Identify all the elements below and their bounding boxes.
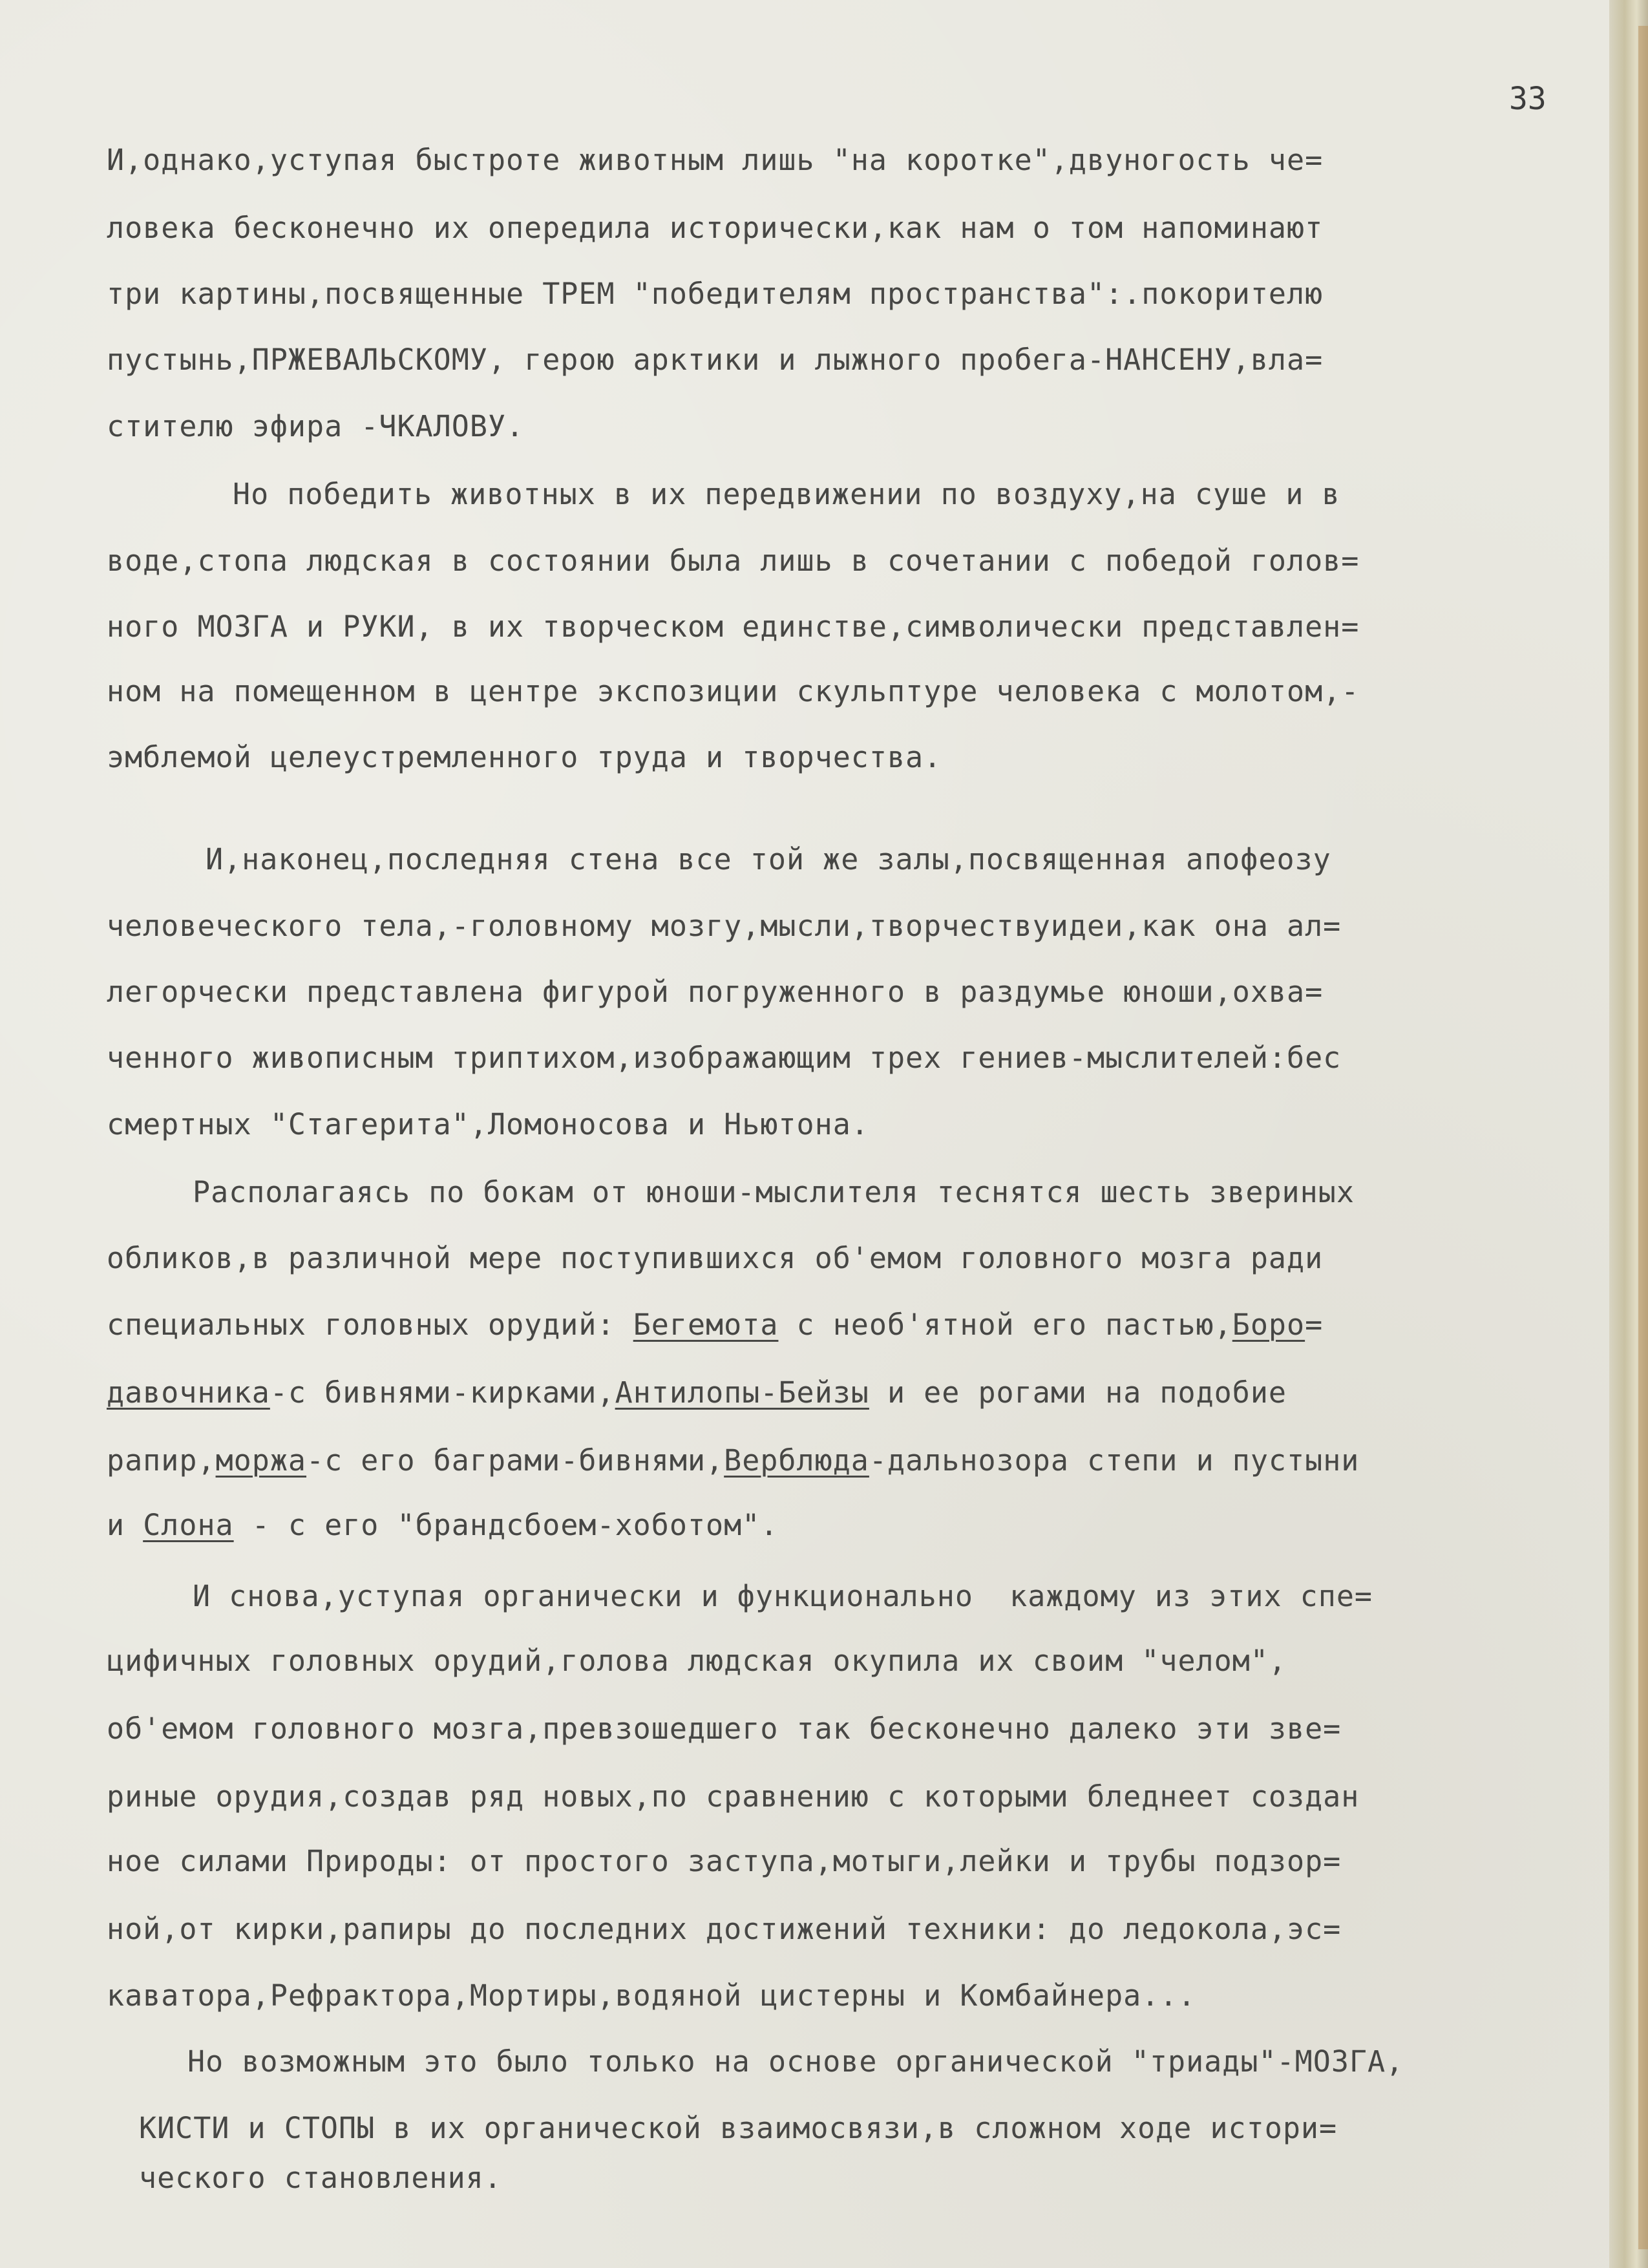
text-segment: три картины,посвященные ТРЕМ "победителям пространства":.покорителю: [107, 277, 1324, 311]
text-line: [193, 1173, 1355, 1212]
text-segment: смертных "Стагерита",Ломоносова и Ньютона.: [107, 1107, 869, 1141]
text-line: [107, 1306, 1323, 1344]
text-line: [107, 1441, 1359, 1480]
text-segment: риные орудия,создав ряд новых,по сравнению с которыми бледнеет создан: [107, 1779, 1360, 1814]
text-line: [107, 1239, 1323, 1278]
text-line: [107, 1910, 1341, 1949]
text-segment: ловека бесконечно их опередила исторически,как нам о том напоминают: [107, 211, 1324, 245]
text-line: [107, 1842, 1341, 1881]
text-segment: специальных головных орудий:: [107, 1308, 633, 1342]
text-segment: И,однако,уступая быстроте животным лишь "на коротке",двуногость че=: [107, 143, 1324, 177]
text-segment: ченного живописным триптихом,изображающим трех гениев-мыслителей:бес: [107, 1041, 1342, 1075]
text-segment: человеческого тела,-головному мозгу,мысли,творчествуидеи,как она ал=: [107, 909, 1342, 943]
text-line: [107, 1506, 778, 1545]
text-segment: ной,от кирки,рапиры до последних достижений техники: до ледокола,эс=: [107, 1912, 1342, 1946]
underlined-text: давочника: [107, 1375, 270, 1410]
text-segment: и ее рогами на подобие: [869, 1375, 1287, 1410]
text-line: [107, 1642, 1287, 1680]
page-edge-strip: [1638, 26, 1648, 2249]
text-line: [107, 1777, 1359, 1816]
text-segment: рапир,: [107, 1443, 216, 1478]
text-segment: ное силами Природы: от простого заступа,мотыги,лейки и трубы подзор=: [107, 1844, 1342, 1878]
text-segment: -с его баграми-бивнями,: [306, 1443, 724, 1478]
text-line: [107, 275, 1323, 313]
text-segment: ном на помещенном в центре экспозиции скульптуре человека с молотом,-: [107, 674, 1360, 708]
text-line: [107, 1039, 1341, 1077]
text-segment: с необ'ятной его пастью,: [778, 1308, 1232, 1342]
text-line: [107, 907, 1341, 946]
text-line: [107, 1710, 1341, 1748]
text-segment: Но победить животных в их передвижении по воздуху,на суше и в: [233, 477, 1340, 511]
text-line: [193, 1577, 1373, 1616]
text-line: [107, 608, 1359, 646]
text-line: [107, 141, 1323, 180]
text-segment: И,наконец,последняя стена все той же залы,посвященная апофеозу: [206, 842, 1331, 876]
text-segment: =: [1305, 1308, 1324, 1342]
text-line: [187, 2042, 1404, 2081]
underlined-text: Слона: [143, 1508, 234, 1542]
text-segment: ного МОЗГА и РУКИ, в их творческом единстве,символически представлен=: [107, 609, 1360, 644]
text-line: [107, 209, 1323, 248]
text-line: [107, 672, 1359, 711]
text-segment: и: [107, 1508, 143, 1542]
text-segment: -дальнозора степи и пустыни: [869, 1443, 1360, 1478]
text-segment: - с его "брандсбоем-хоботом".: [233, 1508, 779, 1542]
text-line: [233, 475, 1340, 514]
text-segment: КИСТИ и СТОПЫ в их органической взаимосвязи,в сложном ходе истори=: [139, 2111, 1338, 2145]
text-segment: об'емом головного мозга,превзошедшего так бесконечно далеко эти зве=: [107, 1712, 1342, 1746]
text-segment: легорчески представлена фигурой погруженного в раздумье юноши,охва=: [107, 975, 1324, 1009]
text-segment: -с бивнями-кирками,: [269, 1375, 615, 1410]
text-segment: воде,стопа людская в состоянии была лишь в сочетании с победой голов=: [107, 544, 1360, 578]
text-line: [206, 840, 1331, 879]
text-segment: ческого становления.: [139, 2161, 502, 2195]
text-segment: обликов,в различной мере поступившихся об'емом головного мозга ради: [107, 1241, 1324, 1275]
text-line: [107, 1105, 869, 1144]
text-segment: эмблемой целеустремленного труда и творчества.: [107, 740, 942, 774]
text-line: [107, 738, 942, 777]
underlined-text: моржа: [215, 1443, 307, 1478]
underlined-text: Антилопы-Бейзы: [615, 1375, 869, 1410]
text-line: [107, 1977, 1196, 2015]
text-line: [107, 1373, 1287, 1412]
text-segment: каватора,Рефрактора,Мортиры,водяной цистерны и Комбайнера...: [107, 1978, 1196, 2013]
underlined-text: Бегемота: [633, 1308, 779, 1342]
text-segment: цифичных головных орудий,голова людская окупила их своим "челом",: [107, 1644, 1287, 1678]
page-number: 33: [1509, 81, 1547, 117]
text-line: [107, 542, 1359, 580]
text-segment: пустынь,ПРЖЕВАЛЬСКОМУ, герою арктики и лыжного пробега-НАНСЕНУ,вла=: [107, 343, 1324, 377]
text-line: [139, 2109, 1337, 2148]
text-segment: И снова,уступая органически и функционально каждому из этих спе=: [193, 1579, 1373, 1613]
text-line: [107, 973, 1323, 1012]
text-segment: Но возможным это было только на основе органической "триады"-МОЗГА,: [187, 2044, 1404, 2079]
text-segment: Располагаясь по бокам от юноши-мыслителя теснятся шесть звериных: [193, 1175, 1355, 1209]
underlined-text: Верблюда: [724, 1443, 869, 1478]
text-line: [107, 341, 1323, 379]
text-segment: стителю эфира -ЧКАЛОВУ.: [107, 409, 525, 443]
underlined-text: Боро: [1232, 1308, 1305, 1342]
text-line: [107, 407, 524, 446]
text-line: [139, 2159, 502, 2198]
